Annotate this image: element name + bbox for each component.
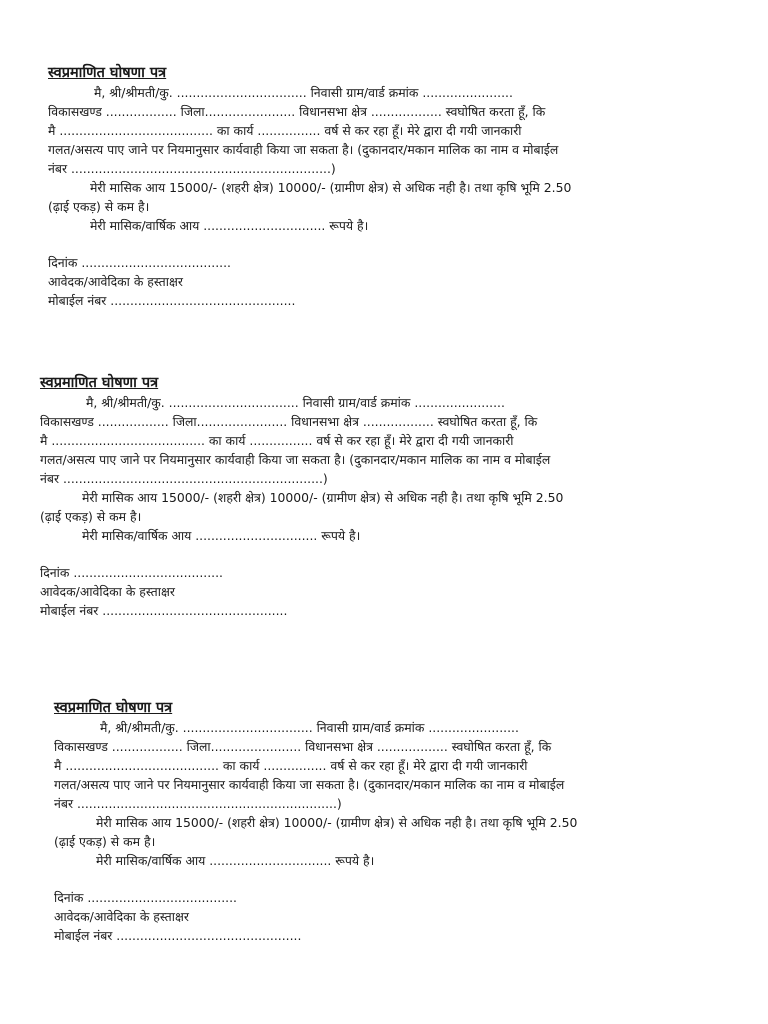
form-line: मै ....................................... का कार्य ................ वर्ष से कर रहा हूँ। मेरे द्वारा दी गयी जानकारी [40,433,514,448]
declaration-form-2 [40,374,700,620]
form-line: मै ....................................... का कार्य ................ वर्ष से कर रहा हूँ। मेरे द्वारा दी गयी जानकारी [48,123,522,138]
form-line: मेरी मासिक/वार्षिक आय ............................... रूपये है। [82,528,361,543]
form-line: मै, श्री/श्रीमती/कु. ................................. निवासी ग्राम/वार्ड क्रमांक ....................... [86,395,505,410]
signature-label: आवेदक/आवेदिका के हस्ताक्षर [48,274,183,289]
form-line: नंबर ..................................................................) [40,471,328,486]
form-line: मेरी मासिक आय 15000/- (शहरी क्षेत्र) 10000/- (ग्रामीण क्षेत्र) से अधिक नही है। तथा कृषि भूमि 2.50 [96,815,578,830]
form-line: मेरी मासिक आय 15000/- (शहरी क्षेत्र) 10000/- (ग्रामीण क्षेत्र) से अधिक नही है। तथा कृषि भूमि 2.50 [82,490,564,505]
form-line: मेरी मासिक/वार्षिक आय ............................... रूपये है। [96,853,375,868]
form-line: गलत/असत्य पाए जाने पर नियमानुसार कार्यवाही किया जा सकता है। (दुकानदार/मकान मालिक का नाम व मोबाईल [54,777,565,792]
form-line: गलत/असत्य पाए जाने पर नियमानुसार कार्यवाही किया जा सकता है। (दुकानदार/मकान मालिक का नाम व मोबाईल [40,452,551,467]
form-title: स्वप्रमाणित घोषणा पत्र [54,700,173,716]
form-line: विकासखण्ड .................. जिला....................... विधानसभा क्षेत्र .................. स्वघोषित करता हूँ, कि [48,104,546,119]
date-field: दिनांक ...................................... [40,565,223,580]
signature-label: आवेदक/आवेदिका के हस्ताक्षर [54,909,189,924]
form-line: मेरी मासिक आय 15000/- (शहरी क्षेत्र) 10000/- (ग्रामीण क्षेत्र) से अधिक नही है। तथा कृषि भूमि 2.50 [90,180,572,195]
form-line: मै, श्री/श्रीमती/कु. ................................. निवासी ग्राम/वार्ड क्रमांक ....................... [94,85,513,100]
form-line: नंबर ..................................................................) [54,796,342,811]
form-title: स्वप्रमाणित घोषणा पत्र [40,375,159,391]
mobile-number-field: मोबाईल नंबर ............................................... [54,928,302,943]
form-line: गलत/असत्य पाए जाने पर नियमानुसार कार्यवाही किया जा सकता है। (दुकानदार/मकान मालिक का नाम व मोबाईल [48,142,559,157]
mobile-number-field: मोबाईल नंबर ............................................... [48,293,296,308]
form-line: मेरी मासिक/वार्षिक आय ............................... रूपये है। [90,218,369,233]
form-title: स्वप्रमाणित घोषणा पत्र [48,65,167,81]
form-line: नंबर ..................................................................) [48,161,336,176]
declaration-form-3 [54,699,714,945]
form-line: मै, श्री/श्रीमती/कु. ................................. निवासी ग्राम/वार्ड क्रमांक ....................... [100,720,519,735]
form-line: विकासखण्ड .................. जिला....................... विधानसभा क्षेत्र .................. स्वघोषित करता हूँ, कि [54,739,552,754]
form-line: विकासखण्ड .................. जिला....................... विधानसभा क्षेत्र .................. स्वघोषित करता हूँ, कि [40,414,538,429]
form-line: मै ....................................... का कार्य ................ वर्ष से कर रहा हूँ। मेरे द्वारा दी गयी जानकारी [54,758,528,773]
date-field: दिनांक ...................................... [48,255,231,270]
date-field: दिनांक ...................................... [54,890,237,905]
declaration-form-1 [48,64,710,310]
form-line: (ढ़ाई एकड़) से कम है। [48,199,150,214]
form-line: (ढ़ाई एकड़) से कम है। [40,509,142,524]
signature-label: आवेदक/आवेदिका के हस्ताक्षर [40,584,175,599]
form-line: (ढ़ाई एकड़) से कम है। [54,834,156,849]
mobile-number-field: मोबाईल नंबर ............................................... [40,603,288,618]
